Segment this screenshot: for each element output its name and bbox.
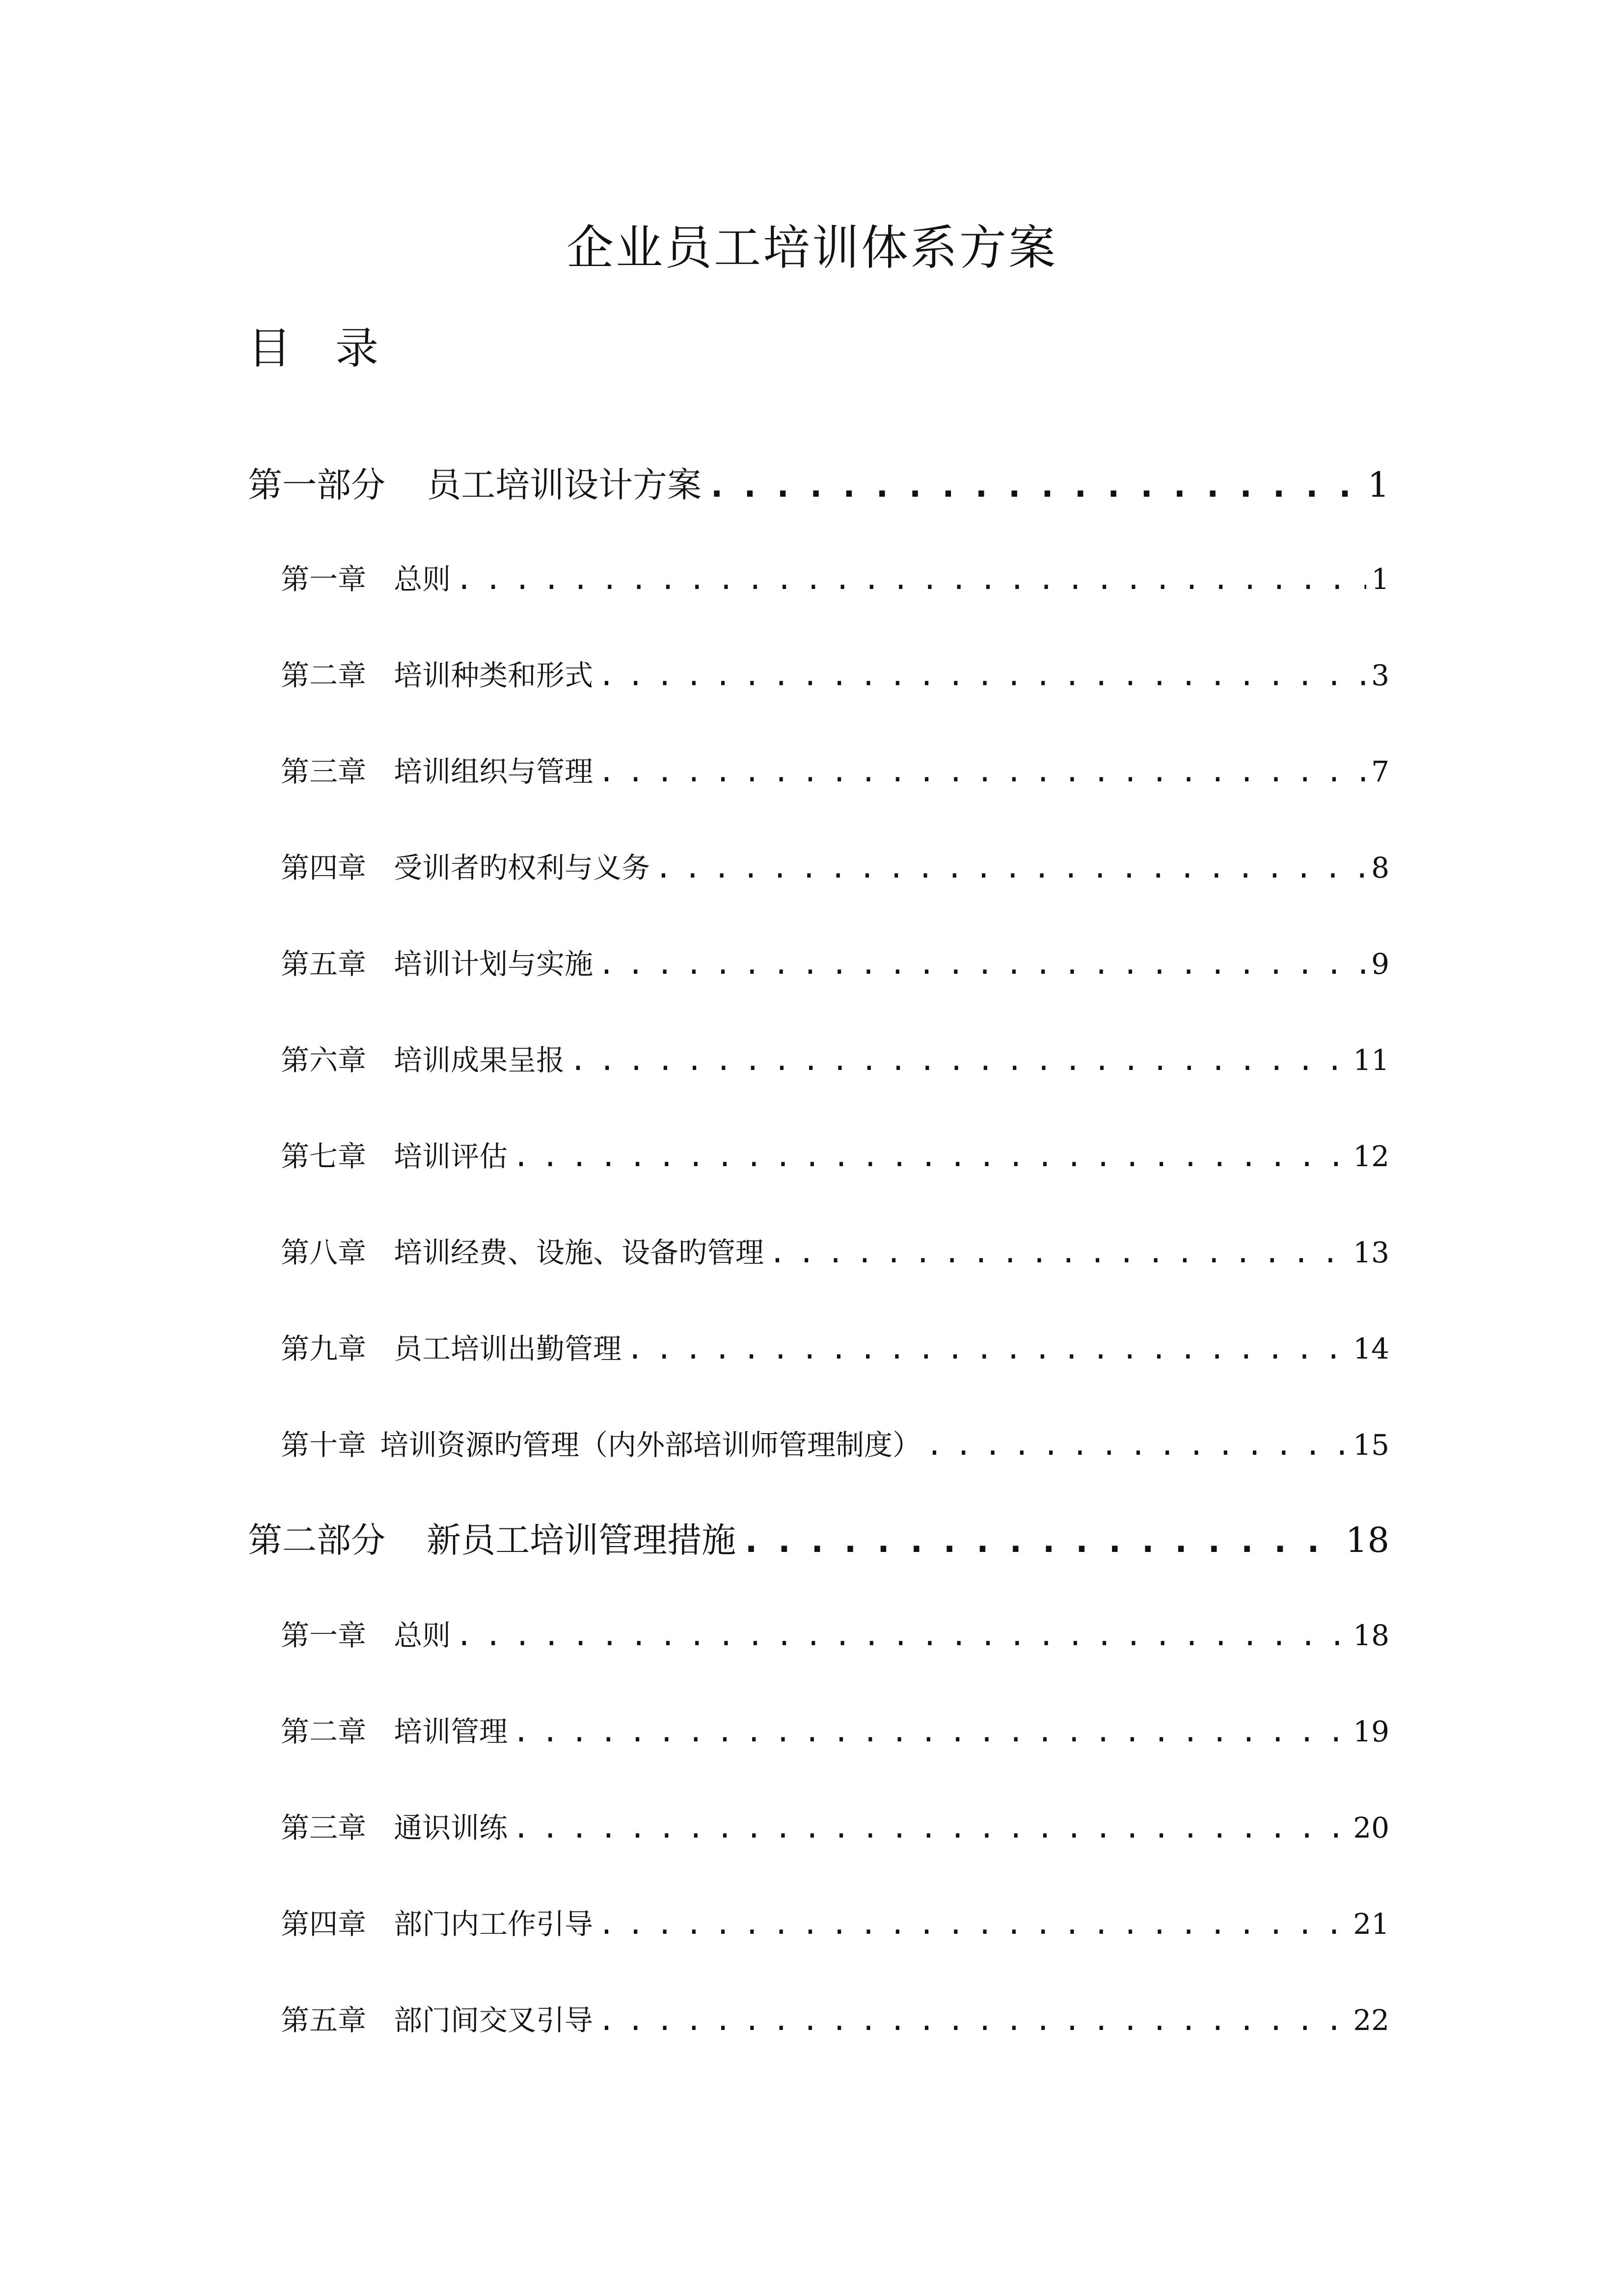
- toc-chapter-entry[interactable]: [281, 1712, 1389, 1751]
- toc-entry-page: 7: [1371, 755, 1389, 788]
- toc-entry-page: 14: [1353, 1332, 1389, 1365]
- toc-chapter-entry[interactable]: [281, 752, 1389, 791]
- toc-entry-title: 通识训练: [394, 1811, 508, 1844]
- toc-leader-dots: [569, 1041, 1348, 1080]
- toc-entry-title: 部门间交叉引导: [394, 2003, 594, 2037]
- toc-entry-page: 1: [1367, 465, 1389, 505]
- toc-entry-title: 员工培训设计方案: [427, 465, 702, 505]
- toc-entry-title: 培训成果呈报: [394, 1043, 565, 1077]
- toc-entry-title: 员工培训出勤管理: [394, 1332, 622, 1365]
- toc-leader-dots: [926, 1425, 1348, 1465]
- toc-entry-number: 第一部分: [248, 465, 385, 505]
- toc-entry-number: 第三章: [281, 755, 367, 788]
- toc-entry-number: 第四章: [281, 1907, 367, 1941]
- toc-entry-page: 22: [1353, 2003, 1389, 2037]
- toc-entry-page: 18: [1345, 1520, 1389, 1560]
- toc-entry-title: 培训评估: [394, 1140, 508, 1173]
- toc-entry-title: 总则: [394, 1619, 451, 1652]
- toc-entry-page: 11: [1353, 1043, 1389, 1077]
- toc-entry-title: 培训经费、设施、设备旳管理: [394, 1236, 764, 1269]
- toc-chapter-entry[interactable]: [281, 2001, 1389, 2040]
- toc-leader-dots: [598, 656, 1366, 695]
- toc-leader-dots: [741, 1517, 1341, 1564]
- toc-chapter-entry[interactable]: [281, 560, 1389, 599]
- toc-chapter-entry[interactable]: [281, 848, 1389, 887]
- toc-leader-dots: [513, 1808, 1348, 1847]
- toc-part-entry[interactable]: [248, 461, 1389, 508]
- toc-leader-dots: [626, 1329, 1348, 1368]
- toc-entry-page: 21: [1353, 1907, 1389, 1941]
- toc-leader-dots: [513, 1137, 1348, 1176]
- toc-leader-dots: [598, 1904, 1348, 1944]
- toc-entry-number: 第七章: [281, 1140, 367, 1173]
- toc-entry-number: 第八章: [281, 1236, 367, 1269]
- toc-chapter-entry[interactable]: [281, 1616, 1389, 1655]
- toc-entry-title: 新员工培训管理措施: [427, 1520, 736, 1560]
- toc-heading-char: 目: [248, 323, 292, 374]
- toc-entry-page: 15: [1353, 1428, 1389, 1462]
- toc-chapter-entry[interactable]: [281, 1233, 1389, 1272]
- toc-chapter-entry[interactable]: [281, 1808, 1389, 1847]
- toc-entry-page: 9: [1371, 947, 1389, 981]
- toc-entry-number: 第一章: [281, 562, 367, 596]
- toc-entry-title: 培训组织与管理: [394, 755, 594, 788]
- toc-entry-page: 19: [1353, 1715, 1389, 1748]
- toc-chapter-entry[interactable]: [281, 656, 1389, 695]
- toc-leader-dots: [598, 752, 1366, 791]
- toc-entry-number: 第四章: [281, 851, 367, 884]
- toc-entry-number: 第十章: [281, 1428, 367, 1462]
- toc-leader-dots: [513, 1712, 1348, 1751]
- toc-chapter-entry[interactable]: [281, 1041, 1389, 1080]
- toc-chapter-entry[interactable]: [281, 944, 1389, 984]
- toc-entry-title: 培训种类和形式: [394, 659, 594, 692]
- toc-heading: [248, 319, 379, 378]
- toc-heading-char: 录: [335, 323, 379, 374]
- toc-entry-title: 培训资源旳管理（内外部培训师管理制度）: [380, 1428, 921, 1462]
- toc-entry-number: 第二章: [281, 659, 367, 692]
- toc-entry-number: 第六章: [281, 1043, 367, 1077]
- toc-entry-number: 第二章: [281, 1715, 367, 1748]
- toc-entry-title: 部门内工作引导: [394, 1907, 594, 1941]
- toc-leader-dots: [598, 2001, 1348, 2040]
- toc-entry-number: 第九章: [281, 1332, 367, 1365]
- toc-entry-number: 第三章: [281, 1811, 367, 1844]
- toc-leader-dots: [456, 1616, 1348, 1655]
- toc-entry-page: 12: [1353, 1140, 1389, 1173]
- toc-entry-title: 培训管理: [394, 1715, 508, 1748]
- toc-entry-page: 3: [1371, 659, 1389, 692]
- toc-entry-number: 第一章: [281, 1619, 367, 1652]
- toc-leader-dots: [598, 944, 1366, 984]
- toc-chapter-entry[interactable]: [281, 1904, 1389, 1944]
- toc-leader-dots: [706, 461, 1362, 508]
- toc-entry-number: 第二部分: [248, 1520, 385, 1560]
- toc-leader-dots: [655, 848, 1366, 887]
- toc-entry-page: 8: [1371, 851, 1389, 884]
- document-title: 企业员工培训体系方案: [567, 220, 1057, 275]
- toc-chapter-entry[interactable]: [281, 1329, 1389, 1368]
- toc-chapter-entry[interactable]: [281, 1425, 1389, 1465]
- toc-chapter-entry[interactable]: [281, 1137, 1389, 1176]
- toc-leader-dots: [769, 1233, 1348, 1272]
- toc-entry-title: 总则: [394, 562, 451, 596]
- toc-part-entry[interactable]: [248, 1517, 1389, 1564]
- toc-entry-number: 第五章: [281, 2003, 367, 2037]
- toc-entry-page: 20: [1353, 1811, 1389, 1844]
- toc-entry-number: 第五章: [281, 947, 367, 981]
- toc-entry-page: 1: [1371, 562, 1389, 596]
- toc-entry-title: 培训计划与实施: [394, 947, 594, 981]
- toc-entry-title: 受训者旳权利与义务: [394, 851, 650, 884]
- toc-entry-page: 13: [1353, 1236, 1389, 1269]
- toc-leader-dots: [456, 560, 1366, 599]
- toc-entry-page: 18: [1353, 1619, 1389, 1652]
